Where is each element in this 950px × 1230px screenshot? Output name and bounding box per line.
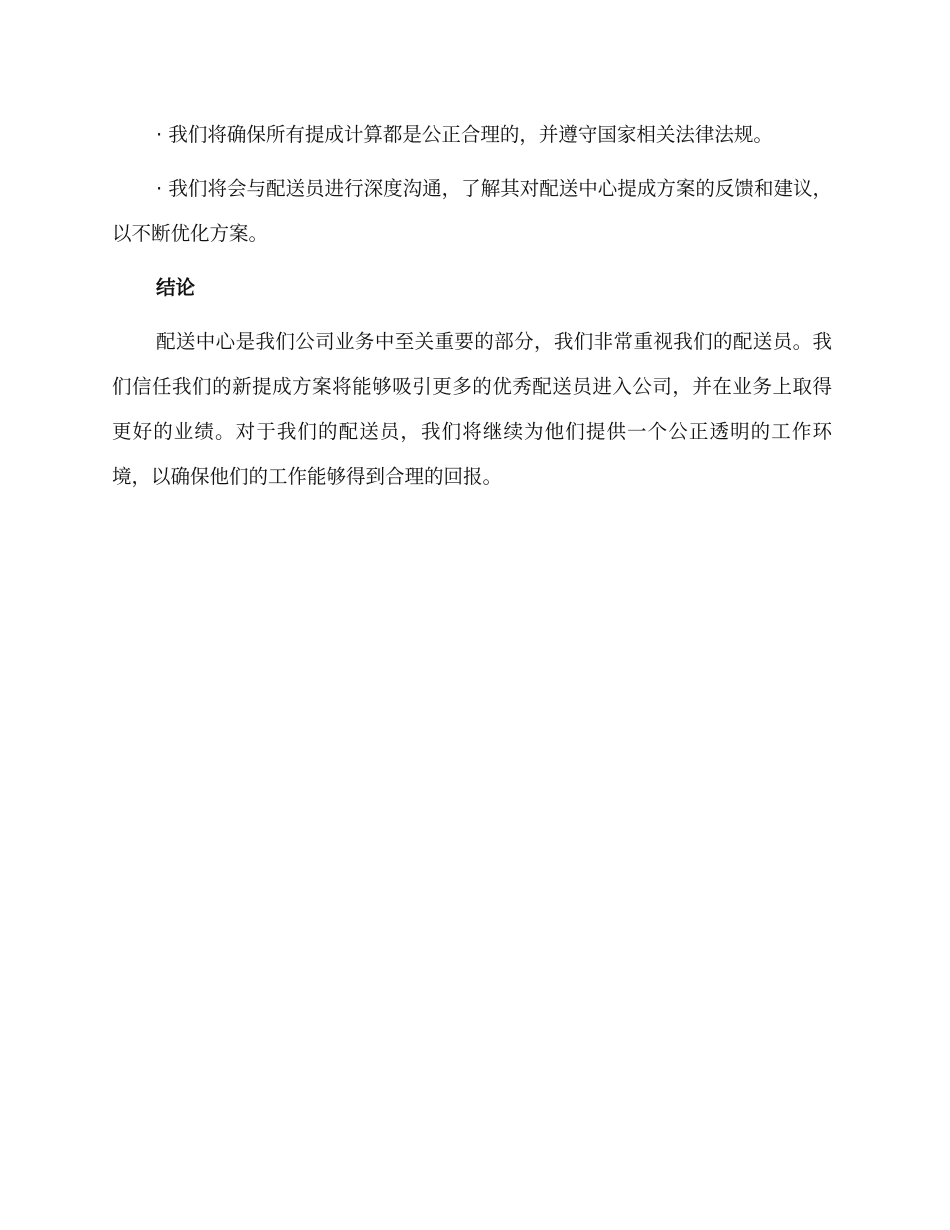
section-heading-conclusion: 结论	[156, 276, 196, 299]
bullet-paragraph-legal-compliance: · 我们将确保所有提成计算都是公正合理的，并遵守国家相关法律法规。	[156, 123, 773, 146]
conclusion-paragraph: 配送中心是我们公司业务中至关重要的部分，我们非常重视我们的配送员。我们信任我们的新提成方案将能够吸引更多的优秀配送员进入公司，并在业务上取得更好的业绩。对于我们的配送员，我们将继续为他们提供一个公正透明的工作环境，以确保他们的工作能够得到合理的回报。	[112, 330, 832, 488]
bullet-paragraph-feedback: · 我们将会与配送员进行深度沟通，了解其对配送中心提成方案的反馈和建议，以不断优化方案。	[112, 177, 832, 245]
document-body	[112, 112, 832, 499]
